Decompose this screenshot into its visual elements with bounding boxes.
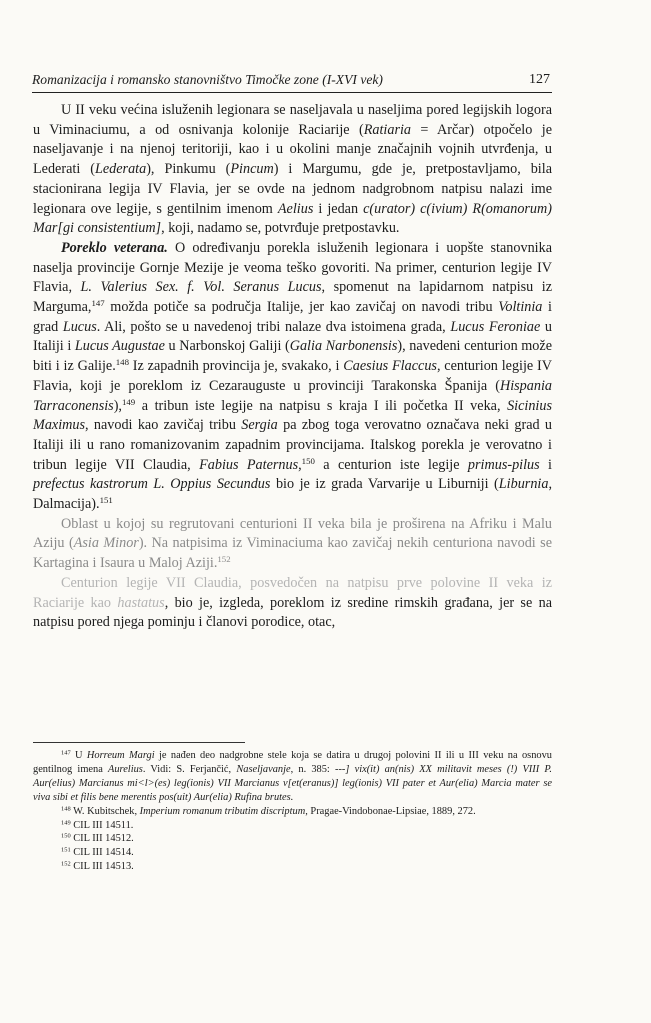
footnote-152 — [33, 860, 552, 874]
italic-term: prefectus kastrorum — [33, 476, 148, 493]
italic-term: Imperium romanum tributim discriptum — [139, 805, 306, 817]
text-run: ), navedeni centurion može biti i iz Galije. — [33, 338, 552, 375]
text-run: . Vidi: S. Ferjančić, — [142, 763, 237, 775]
footnote-number: 148 — [61, 805, 71, 813]
italic-term: hastatus — [117, 594, 165, 611]
italic-term: Lucus — [62, 318, 97, 335]
text-run: = Arčar) otpočelo je naseljavanje i na njenoj teritoriji, kao i u okolini manje značajnih vojnih utvrđenja, u Lederati ( — [33, 121, 552, 178]
text-run: , spomenut na lapidarnom natpisu iz Marguma, — [33, 279, 552, 316]
footnote-150 — [33, 832, 552, 846]
italic-term: Galia Narbonensis — [289, 338, 398, 355]
text-run: je nađen deo nadgrobne stele koja se datira u drugoj polovini II ili u III veku na osnovu gentilnog imena — [33, 750, 552, 775]
italic-term: ---] vix(it) an(nis) XX militavit meses (!) VIII P. Aur(elius) Marcianus mi<l>(es) leg(ionis) VII Marcianus v[et(eranus)] leg(ionis) VII pater et Aur(elia) Marcia mater se viva sibi et filis bene merentis pos(uit) Aur(elia) Rufina brutes. — [33, 763, 552, 803]
italic-term: Naseljavanje — [236, 763, 291, 775]
text-run: CIL III 14514. — [70, 847, 134, 859]
section-heading: Poreklo veterana. — [61, 239, 168, 256]
footnotes — [33, 749, 552, 874]
italic-term: Hispania Tarraconensis — [33, 377, 552, 414]
italic-term: Pincum — [230, 161, 274, 178]
running-title: Romanizacija i romansko stanovništvo Timočke zone (I-XVI vek) — [32, 72, 383, 87]
text-run: , bio je, izgleda, poreklom iz sredine rimskih građana, jer se na natpisu pored njega pominju i članovi porodice, otac, — [33, 594, 552, 631]
text-run: u Narbonskoj Galiji ( — [164, 338, 290, 355]
text-run: pa zbog toga verovatno označava neki grad u Italiji ili u rano romanizovanim zapadnim provincijama. Italskog porekla je verovatno i tribun legije VII Claudia, — [33, 417, 553, 473]
italic-term: c(urator) c(ivium) R(omanorum) Mar[gi consistentium] — [33, 200, 552, 237]
italic-term: Lederata — [94, 161, 147, 178]
text-run: Oblast u kojoj su regrutovani centurioni II veka bila je proširena na Afriku i Malu Aziju ( — [33, 515, 552, 552]
footnote-ref-152: 152 — [217, 554, 231, 565]
footnote-147 — [33, 749, 552, 805]
text-run: i — [539, 456, 552, 473]
italic-term: Horreum Margi — [86, 750, 155, 761]
text-run: Iz zapadnih provincija je, svakako, i — [128, 358, 344, 375]
page-number: 127 — [529, 72, 550, 87]
text-run: ), Pinkumu ( — [146, 161, 231, 178]
paragraph-3 — [33, 515, 552, 574]
text-run: U — [70, 750, 87, 761]
footnote-ref-151: 151 — [99, 495, 113, 506]
footnote-151 — [33, 846, 552, 860]
italic-term: Sergia — [241, 417, 278, 434]
italic-term: Caesius Flaccus — [343, 358, 437, 375]
footnote-ref-147: 147 — [91, 298, 105, 309]
footnote-ref-148: 148 — [115, 357, 129, 368]
text-run: CIL III 14511. — [70, 819, 134, 831]
italic-term: Lucus Feroniae — [450, 318, 541, 335]
paragraph-4 — [33, 574, 552, 633]
text-run: u Italiji i — [33, 318, 553, 355]
italic-term: Voltinia — [498, 299, 543, 316]
footnote-number: 151 — [61, 846, 71, 854]
italic-term: Aurelius — [108, 763, 143, 775]
text-run: U II veku većina isluženih legionara se naseljavala u naseljima pored legijskih logora u Viminaciumu, a od osnivanja kolonije Raciarije ( — [33, 102, 552, 138]
italic-term: Fabius Paternus — [199, 456, 299, 473]
text-run: a tribun iste legije na natpisu s kraja I ili početka II veka, — [135, 397, 508, 414]
text-run: , n. 385: — [290, 763, 335, 775]
text-run: Centurion legije VII Claudia, posvedočen na natpisu prve polovine II veka iz Raciarije kao — [33, 574, 552, 611]
paragraph-2 — [33, 239, 552, 515]
text-run: , Pragae-Vindobonae-Lipsiae, 1889, 272. — [305, 805, 476, 817]
text-run: CIL III 14513. — [70, 861, 134, 873]
text-run: , navodi kao zavičaj tribu — [85, 417, 242, 434]
main-text — [33, 101, 552, 633]
text-run: W. Kubitschek, — [70, 805, 140, 817]
italic-term: Sicinius Maximus — [33, 397, 552, 434]
text-run: možda potiče sa područja Italije, jer kao zavičaj on navodi tribu — [104, 299, 499, 316]
text-run: ). Na natpisima iz Viminaciuma kao zavičaj nekih centuriona navodi se Kartagina i Isaura u Maloj Aziji. — [33, 535, 552, 572]
italic-term: Lucus Augustae — [74, 338, 165, 355]
text-run: ), — [113, 397, 122, 414]
paragraph-1 — [33, 101, 552, 239]
footnote-separator — [33, 742, 245, 743]
italic-term: L. Valerius Sex. f. Vol. Seranus Lucus — [80, 279, 322, 296]
italic-term: primus-pilus — [467, 456, 540, 473]
italic-term: Asia Minor — [73, 535, 139, 552]
text-run: O određivanju porekla isluženih legionara i uopšte stanovnika naselja provincije Gornje Mezije je veoma teško govoriti. Na primer, centurion legije IV Flavia, — [33, 239, 553, 296]
footnote-number: 147 — [61, 749, 71, 757]
footnote-ref-150: 150 — [301, 455, 315, 466]
text-run: i jedan — [313, 200, 364, 217]
text-run: . Ali, pošto se u navedenoj tribi nalaze dva istoimena grada, — [96, 318, 451, 335]
footnote-149 — [33, 819, 552, 833]
text-run: CIL III 14512. — [70, 833, 134, 845]
footnote-number: 149 — [61, 819, 71, 826]
text-run: i grad — [33, 299, 552, 335]
text-run: , — [298, 456, 302, 473]
footnote-ref-149: 149 — [121, 396, 136, 407]
footnote-148 — [33, 805, 552, 819]
italic-term: L. Oppius Secundus — [153, 476, 271, 493]
text-run: a centurion iste legije — [314, 456, 468, 473]
italic-term: Ratiaria — [363, 121, 412, 138]
footnote-number: 152 — [61, 860, 71, 868]
text-run: , koji, nadamo se, potvrđuje pretpostavku. — [161, 220, 400, 237]
italic-term: Liburnia — [498, 476, 549, 493]
footnote-number: 150 — [61, 832, 71, 840]
text-run: bio je iz grada Varvarije u Liburniji ( — [270, 476, 499, 493]
text-run: ) i Margumu, gde je, pretpostavljamo, bila stacionirana legija IV Flavia, jer se ovde na jednom nadgrobnom natpisu nalazi ime legionara ove legije, s gentilnim imenom — [33, 161, 552, 217]
italic-term: Aelius — [277, 200, 314, 217]
text-run: , centurion legije IV Flavia, koji je poreklom iz Cezarauguste u provinciji Tarakonska Španija ( — [33, 358, 553, 394]
running-header — [32, 70, 552, 93]
text-run: , Dalmacija). — [33, 476, 552, 513]
